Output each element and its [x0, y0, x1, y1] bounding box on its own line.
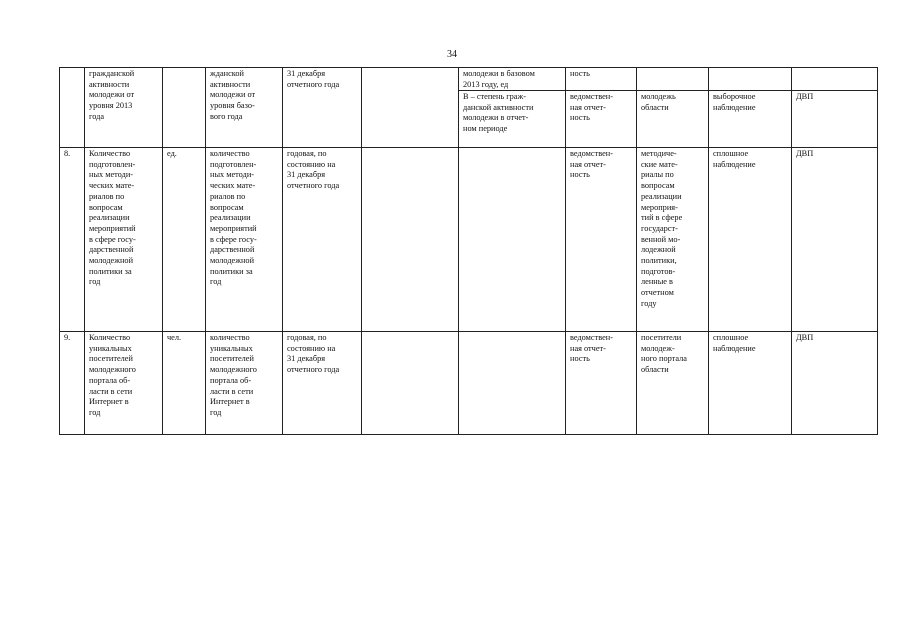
cell-unit: ед.	[163, 148, 206, 332]
cell-num	[60, 68, 85, 148]
cell-name: гражданской активности молодежи от уровня 2013 года	[85, 68, 163, 148]
cell-num: 8.	[60, 148, 85, 332]
cell-object: посетители молодеж- ного портала области	[637, 332, 709, 435]
cell-definition: количество уникальных посетителей молодежного портала об- ласти в сети Интернет в год	[206, 332, 283, 435]
cell-source: ведомствен- ная отчет- ность	[566, 148, 637, 332]
cell-periodicity: годовая, по состоянию на 31 декабря отчетного года	[283, 332, 362, 435]
cell-responsible	[792, 68, 878, 148]
cell-method	[709, 68, 792, 148]
cell-object	[637, 68, 709, 148]
cell-name: Количество подготовлен- ных методи- ческих мате- риалов по вопросам реализации мероприятий в сфере госу- дарственной молодежной политики за год	[85, 148, 163, 332]
cell-definition: жданской активности молодежи от уровня базо- вого года	[206, 68, 283, 148]
cell-name: Количество уникальных посетителей молодежного портала об- ласти в сети Интернет в год	[85, 332, 163, 435]
cell-method-top	[709, 68, 791, 91]
table-row-8	[60, 148, 878, 332]
cell-formula	[459, 68, 566, 148]
cell-definition: количество подготовлен- ных методи- ческих мате- риалов по вопросам реализации мероприятий в сфере госу- дарственной молодежной политики за год	[206, 148, 283, 332]
cell-method-bottom: выборочное наблюдение	[713, 92, 756, 112]
cell-unit: чел.	[163, 332, 206, 435]
table-row-9	[60, 332, 878, 435]
page-number: 34	[447, 49, 457, 60]
cell-unit	[163, 68, 206, 148]
cell-method: сплошное наблюдение	[709, 332, 792, 435]
cell-source-top: ность	[566, 68, 636, 91]
cell-periodicity: 31 декабря отчетного года	[283, 68, 362, 148]
cell-formula	[459, 332, 566, 435]
cell-periodicity: годовая, по состоянию на 31 декабря отчетного года	[283, 148, 362, 332]
cell-source: ведомствен- ная отчет- ность	[566, 332, 637, 435]
cell-responsible-top	[792, 68, 877, 91]
cell-formula	[459, 148, 566, 332]
cell-responsible-bottom: ДВП	[796, 92, 814, 101]
indicators-table	[59, 67, 878, 435]
table-row-continuation	[60, 68, 878, 148]
cell-empty	[362, 148, 459, 332]
cell-responsible: ДВП	[792, 332, 878, 435]
cell-formula-bottom: В – степень граж- данской активности молодежи в отчет- ном периоде	[463, 92, 534, 134]
cell-empty	[362, 332, 459, 435]
cell-object-top	[637, 68, 708, 91]
cell-empty	[362, 68, 459, 148]
cell-method: сплошное наблюдение	[709, 148, 792, 332]
cell-source	[566, 68, 637, 148]
cell-object: методиче- ские мате- риалы по вопросам реализации мероприя- тий в сфере государст- венной мо- лодежной политики, подготов- ленные в отчетном году	[637, 148, 709, 332]
cell-source-bottom: ведомствен- ная отчет- ность	[570, 92, 613, 123]
cell-object-bottom: молодежь области	[641, 92, 676, 112]
cell-formula-top: молодежи в базовом 2013 году, ед	[459, 68, 565, 91]
cell-num: 9.	[60, 332, 85, 435]
cell-responsible: ДВП	[792, 148, 878, 332]
